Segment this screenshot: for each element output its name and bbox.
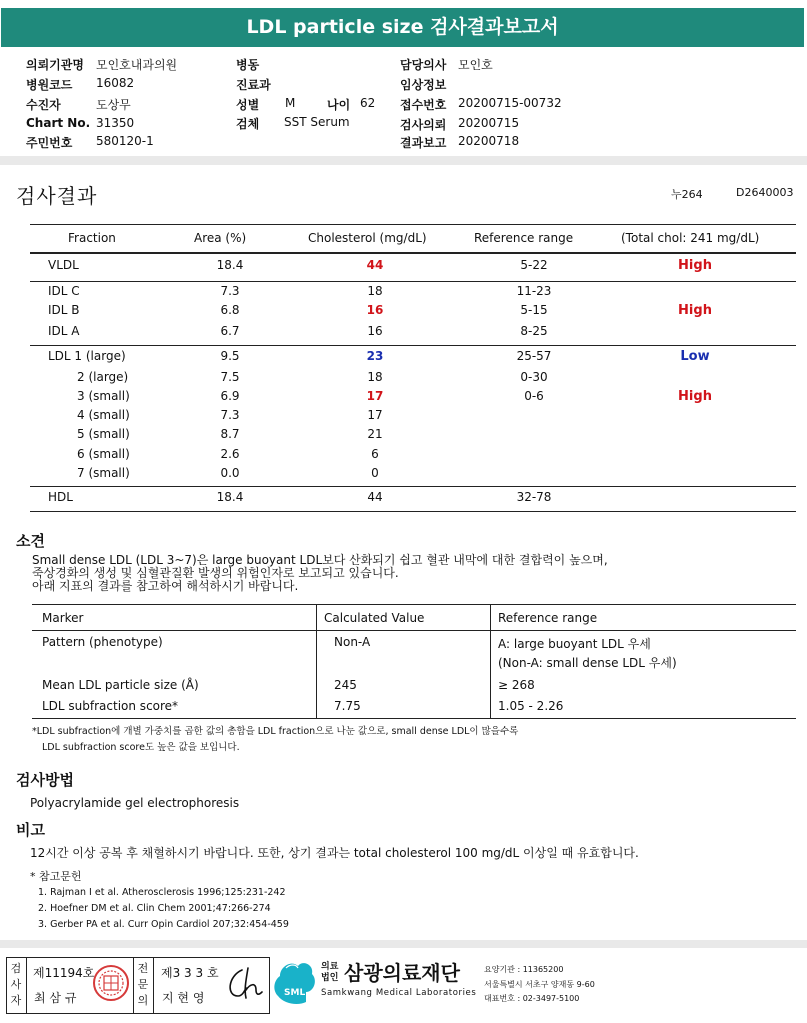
method-text: Polyacrylamide gel electrophoresis bbox=[30, 796, 240, 810]
doctor-value: 모인호 bbox=[458, 58, 493, 72]
cholesterol-cell: 18 bbox=[367, 370, 383, 384]
fraction-cell: IDL C bbox=[48, 284, 80, 298]
pattern-value: Non-A bbox=[334, 635, 371, 649]
reference-cell: 32-78 bbox=[516, 490, 552, 504]
reference-cell: 8-25 bbox=[520, 324, 548, 338]
header-divider bbox=[1, 44, 804, 47]
org-english-name: Samkwang Medical Laboratories bbox=[321, 988, 477, 998]
hospital-code-value: 16082 bbox=[96, 76, 135, 90]
marker-table-top-rule bbox=[32, 604, 796, 605]
flag-cell: High bbox=[678, 258, 712, 273]
section-separator bbox=[0, 156, 807, 165]
score-reference: 1.05 - 2.26 bbox=[498, 699, 564, 713]
specialist-license-no: 제3 3 3 호 bbox=[161, 966, 219, 980]
flag-cell: High bbox=[678, 389, 712, 404]
fraction-cell: IDL B bbox=[48, 303, 80, 317]
pattern-reference-1: A: large buoyant LDL 우세 bbox=[498, 637, 651, 651]
signature-divider-3 bbox=[153, 957, 154, 1014]
institution-label: 의뢰기관명 bbox=[26, 58, 84, 72]
col-reference: Reference range bbox=[474, 231, 574, 245]
results-group-rule-2 bbox=[30, 345, 796, 346]
sml-logo-text: SML bbox=[284, 988, 306, 998]
reference-item-2: 2. Hoefner DM et al. Clin Chem 2001;47:266-274 bbox=[38, 903, 271, 914]
marker-col-marker: Marker bbox=[42, 611, 84, 625]
area-cell: 0.0 bbox=[220, 466, 240, 480]
specimen-label: 검체 bbox=[236, 117, 260, 131]
marker-col-divider-2 bbox=[490, 604, 491, 718]
col-total-chol: (Total chol: 241 mg/dL) bbox=[621, 231, 760, 245]
fraction-cell: 3 (small) bbox=[77, 389, 130, 403]
cholesterol-cell: 16 bbox=[367, 324, 383, 338]
col-fraction: Fraction bbox=[68, 231, 116, 245]
sex-value: M bbox=[285, 96, 296, 110]
area-cell: 8.7 bbox=[220, 427, 240, 441]
reference-cell: 25-57 bbox=[516, 349, 552, 363]
clinical-label: 임상정보 bbox=[400, 78, 447, 92]
department-label: 진료과 bbox=[236, 78, 271, 92]
pattern-reference-2: (Non-A: small dense LDL 우세) bbox=[498, 656, 677, 670]
samkwang-logo-icon bbox=[272, 958, 318, 1008]
reference-item-3: 3. Gerber PA et al. Curr Opin Cardiol 207;32:454-459 bbox=[38, 919, 289, 930]
fraction-cell: 2 (large) bbox=[77, 370, 129, 384]
col-cholesterol: Cholesterol (mg/dL) bbox=[308, 231, 427, 245]
results-group-rule-3 bbox=[30, 486, 796, 487]
cholesterol-cell: 17 bbox=[366, 389, 384, 403]
signature-icon bbox=[222, 962, 266, 1006]
report-date-value: 20200718 bbox=[458, 134, 520, 148]
signature-divider-1 bbox=[26, 957, 27, 1014]
hospital-code-label: 병원코드 bbox=[26, 78, 73, 92]
area-cell: 18.4 bbox=[216, 490, 244, 504]
institution-value: 모인호내과의원 bbox=[96, 58, 178, 72]
findings-line-2: 죽상경화의 생성 및 심혈관질환 발생의 위험인자로 보고되고 있습니다. bbox=[32, 566, 399, 580]
ward-label: 병동 bbox=[236, 58, 260, 72]
age-label: 나이 bbox=[327, 98, 351, 112]
doctor-label: 담당의사 bbox=[400, 58, 447, 72]
fraction-cell: HDL bbox=[48, 490, 73, 504]
request-label: 검사의뢰 bbox=[400, 118, 447, 132]
cholesterol-cell: 23 bbox=[366, 349, 384, 363]
cholesterol-cell: 17 bbox=[367, 408, 383, 422]
request-value: 20200715 bbox=[458, 116, 520, 130]
results-code-1: 누264 bbox=[671, 188, 703, 201]
fraction-cell: 7 (small) bbox=[77, 466, 130, 480]
findings-line-3: 아래 지표의 결과를 참고하여 해석하시기 바랍니다. bbox=[32, 579, 299, 593]
cholesterol-cell: 0 bbox=[371, 466, 379, 480]
cholesterol-cell: 16 bbox=[366, 303, 384, 317]
area-cell: 6.9 bbox=[220, 389, 240, 403]
results-code-2: D2640003 bbox=[736, 186, 794, 199]
mean-size-reference: ≥ 268 bbox=[498, 678, 535, 692]
cholesterol-cell: 18 bbox=[367, 284, 383, 298]
reference-item-1: 1. Rajman I et al. Atherosclerosis 1996;125:231-242 bbox=[38, 887, 286, 898]
examiner-name: 최 삼 규 bbox=[34, 991, 77, 1005]
examinee-value: 도상무 bbox=[96, 98, 131, 112]
signature-divider-2 bbox=[133, 957, 134, 1014]
area-cell: 7.3 bbox=[220, 284, 240, 298]
findings-title: 소견 bbox=[16, 532, 45, 550]
results-table-top-rule bbox=[30, 224, 796, 225]
findings-line-1: Small dense LDL (LDL 3~7)은 large buoyant LDL보다 산화되기 쉽고 혈관 내막에 대한 결합력이 높으며, bbox=[32, 553, 608, 567]
report-title: LDL particle size 검사결과보고서 bbox=[1, 8, 804, 46]
examinee-label: 수진자 bbox=[26, 98, 61, 112]
fraction-cell: VLDL bbox=[48, 258, 79, 272]
marker-col-value: Calculated Value bbox=[324, 611, 425, 625]
chart-no-value: 31350 bbox=[96, 116, 135, 130]
resident-no-label: 주민번호 bbox=[26, 136, 73, 150]
fraction-cell: 4 (small) bbox=[77, 408, 130, 422]
specialist-label: 전 문 의 bbox=[137, 962, 149, 1007]
chart-no-label: Chart No. bbox=[26, 116, 91, 130]
area-cell: 6.7 bbox=[220, 324, 240, 338]
org-address: 서울특별시 서초구 양재동 9-60 bbox=[484, 980, 595, 989]
age-value: 62 bbox=[360, 96, 376, 110]
results-table-bottom-rule bbox=[30, 511, 796, 512]
score-footnote-2: LDL subfraction score도 높은 값을 보입니다. bbox=[42, 742, 240, 753]
reference-cell: 5-22 bbox=[520, 258, 548, 272]
org-phone: 대표번호 : 02-3497-5100 bbox=[484, 994, 580, 1003]
cholesterol-cell: 44 bbox=[366, 258, 384, 272]
results-title: 검사결과 bbox=[16, 184, 98, 208]
area-cell: 7.3 bbox=[220, 408, 240, 422]
col-area: Area (%) bbox=[194, 231, 247, 245]
mean-size-name: Mean LDL particle size (Å) bbox=[42, 678, 199, 692]
area-cell: 6.8 bbox=[220, 303, 240, 317]
sex-label: 성별 bbox=[236, 98, 260, 112]
org-code: 요양기관 : 11365200 bbox=[484, 965, 564, 974]
seal-stamp-icon bbox=[92, 964, 130, 1002]
institution-row bbox=[26, 56, 84, 73]
reference-cell: 11-23 bbox=[516, 284, 552, 298]
area-cell: 7.5 bbox=[220, 370, 240, 384]
reference-cell: 0-30 bbox=[520, 370, 548, 384]
resident-no-value: 580120-1 bbox=[96, 134, 154, 148]
specimen-value: SST Serum bbox=[284, 115, 350, 129]
receipt-value: 20200715-00732 bbox=[458, 96, 562, 110]
fraction-cell: LDL 1 (large) bbox=[48, 349, 126, 363]
results-group-rule-1 bbox=[30, 281, 796, 282]
remarks-title: 비고 bbox=[16, 821, 45, 839]
mean-size-value: 245 bbox=[334, 678, 357, 692]
area-cell: 9.5 bbox=[220, 349, 240, 363]
report-date-label: 결과보고 bbox=[400, 136, 447, 150]
area-cell: 2.6 bbox=[220, 447, 240, 461]
marker-table-bottom-rule bbox=[32, 718, 796, 719]
cholesterol-cell: 6 bbox=[371, 447, 379, 461]
area-cell: 18.4 bbox=[216, 258, 244, 272]
org-name: 삼광의료재단 bbox=[344, 961, 460, 985]
reference-cell: 5-15 bbox=[520, 303, 548, 317]
footer-separator bbox=[0, 940, 807, 948]
pattern-name: Pattern (phenotype) bbox=[42, 635, 163, 649]
flag-cell: High bbox=[678, 303, 712, 318]
method-title: 검사방법 bbox=[16, 771, 74, 789]
examiner-license-no: 제11194호 bbox=[33, 966, 95, 980]
specialist-name: 지 현 영 bbox=[162, 991, 205, 1005]
examiner-label: 검 사 자 bbox=[10, 962, 22, 1007]
org-prefix: 의료 법인 bbox=[321, 962, 339, 983]
fraction-cell: 5 (small) bbox=[77, 427, 130, 441]
remarks-text: 12시간 이상 공복 후 채혈하시기 바랍니다. 또한, 상기 결과는 total cholesterol 100 mg/dL 이상일 때 유효합니다. bbox=[30, 846, 639, 860]
receipt-label: 접수번호 bbox=[400, 98, 447, 112]
fraction-cell: 6 (small) bbox=[77, 447, 130, 461]
marker-col-divider-1 bbox=[316, 604, 317, 718]
cholesterol-cell: 21 bbox=[367, 427, 383, 441]
score-footnote-1: *LDL subfraction에 개별 가중치를 곱한 값의 총합을 LDL fraction으로 나눈 값으로, small dense LDL이 많을수록 bbox=[32, 726, 519, 737]
score-name: LDL subfraction score* bbox=[42, 699, 179, 713]
marker-col-reference: Reference range bbox=[498, 611, 598, 625]
results-header-rule bbox=[30, 252, 796, 254]
fraction-cell: IDL A bbox=[48, 324, 80, 338]
references-title: * 참고문헌 bbox=[30, 870, 82, 883]
flag-cell: Low bbox=[680, 349, 710, 364]
cholesterol-cell: 44 bbox=[367, 490, 383, 504]
marker-header-rule bbox=[32, 630, 796, 631]
reference-cell: 0-6 bbox=[524, 389, 544, 403]
score-value: 7.75 bbox=[334, 699, 361, 713]
